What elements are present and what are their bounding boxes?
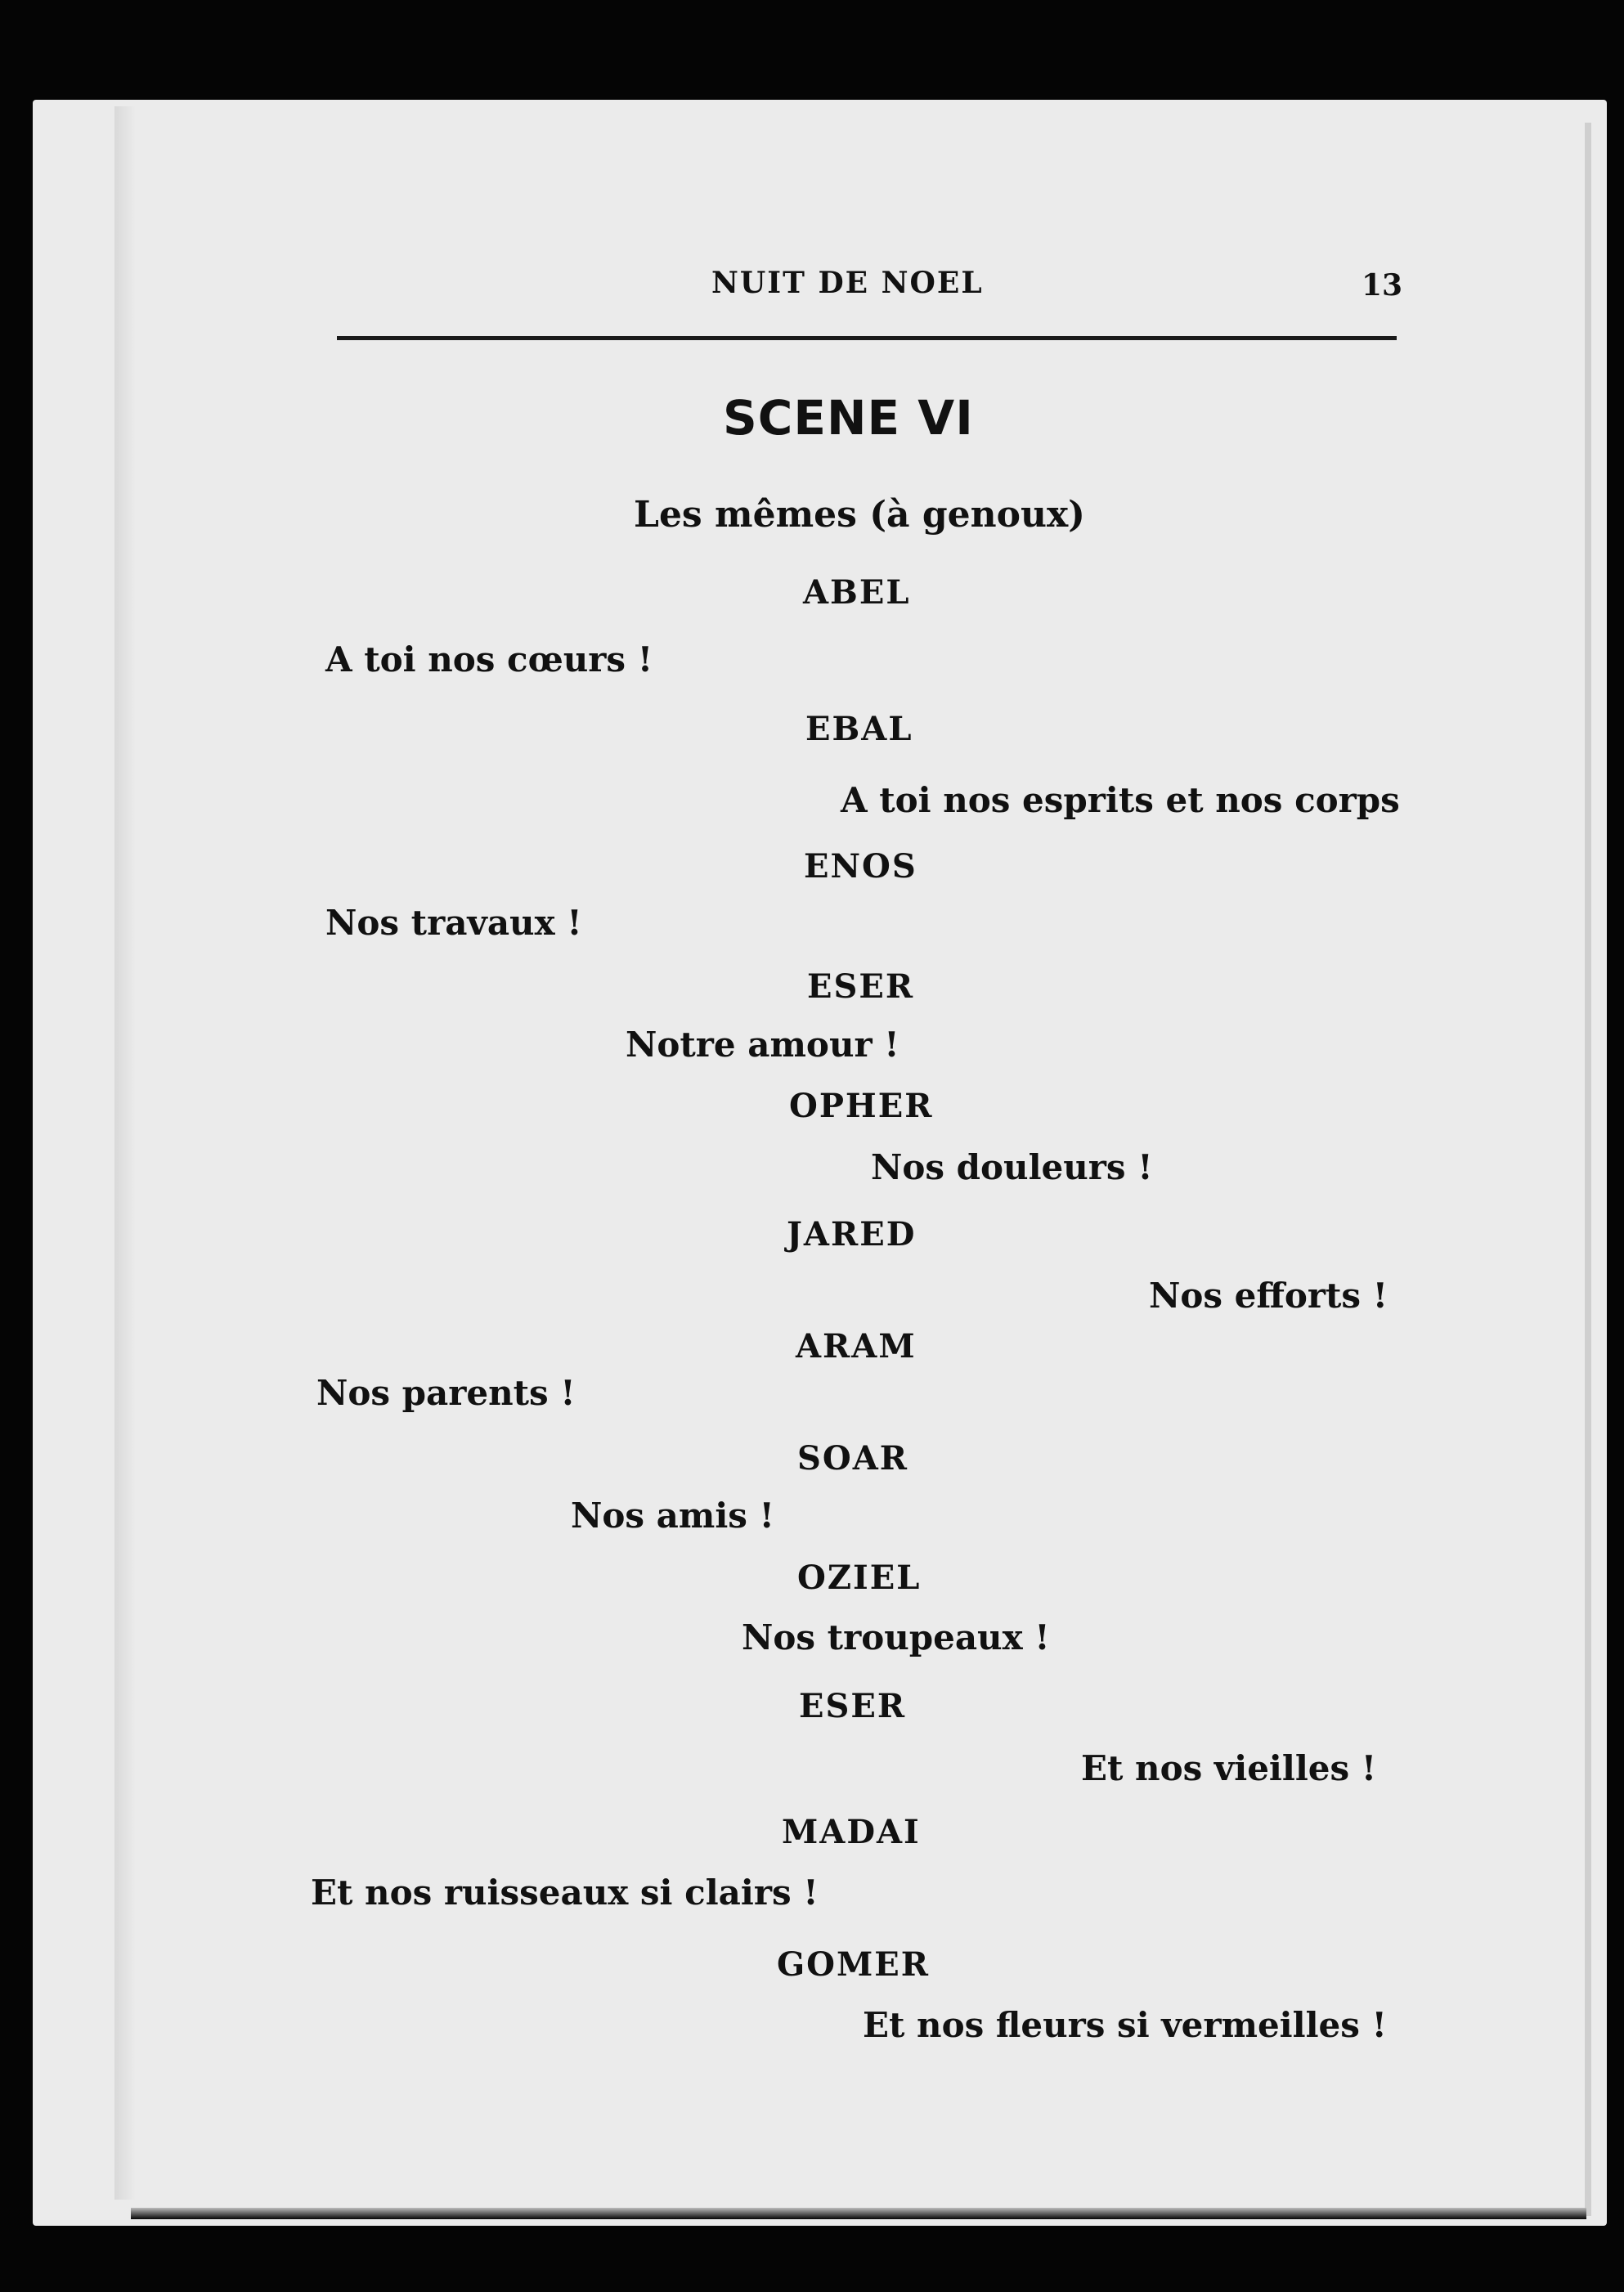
speaker-abel: ABEL — [803, 573, 911, 612]
dialogue-line: Notre amour ! — [626, 1025, 899, 1065]
page-edge — [1585, 123, 1591, 2216]
speaker-madai: MADAI — [782, 1813, 921, 1851]
speaker-jared: JARED — [787, 1215, 917, 1254]
dialogue-line: Nos douleurs ! — [871, 1147, 1153, 1187]
speaker-gomer: GOMER — [777, 1945, 931, 1984]
running-title: NUIT DE NOEL — [711, 266, 984, 300]
dialogue-line: Et nos ruisseaux si clairs ! — [311, 1873, 819, 1913]
speaker-enos: ENOS — [804, 847, 917, 886]
dialogue-line: Nos amis ! — [571, 1496, 774, 1536]
stage-direction: Les mêmes (à genoux) — [634, 494, 1085, 536]
page-number: 13 — [1362, 268, 1403, 303]
page-gutter — [114, 106, 136, 2200]
dialogue-line: A toi nos esprits et nos corps — [841, 780, 1400, 820]
dialogue-line: A toi nos cœurs ! — [325, 639, 653, 680]
speaker-eser: ESER — [799, 1687, 907, 1725]
speaker-eser: ESER — [807, 967, 915, 1006]
dialogue-line: Nos efforts ! — [1149, 1276, 1388, 1316]
dialogue-line: Et nos vieilles ! — [1081, 1748, 1377, 1788]
speaker-opher: OPHER — [789, 1087, 934, 1125]
dialogue-line: Et nos fleurs si vermeilles ! — [863, 2005, 1387, 2045]
scene-title: SCENE VI — [723, 390, 974, 446]
dialogue-line: Nos parents ! — [316, 1373, 576, 1413]
speaker-soar: SOAR — [797, 1439, 909, 1478]
dialogue-line: Nos travaux ! — [325, 903, 582, 943]
speaker-oziel: OZIEL — [797, 1559, 922, 1597]
dialogue-line: Nos troupeaux ! — [742, 1617, 1050, 1657]
page-bottom-edge — [131, 2208, 1586, 2219]
speaker-ebal: EBAL — [805, 710, 913, 748]
header-rule — [337, 336, 1397, 340]
speaker-aram: ARAM — [796, 1327, 917, 1366]
